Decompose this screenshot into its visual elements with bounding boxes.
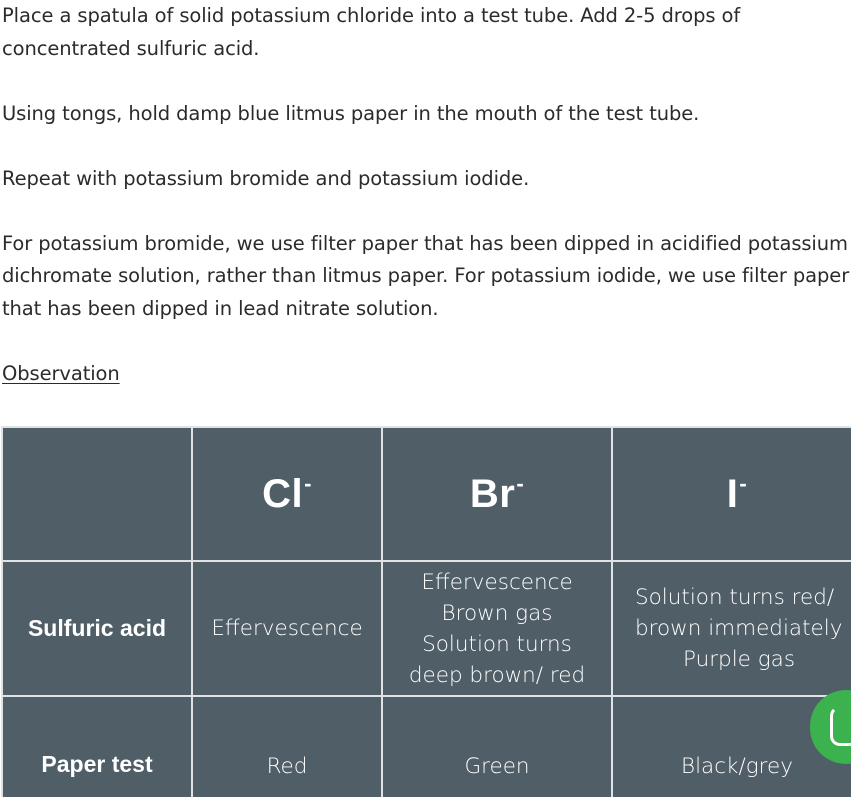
paragraph-1: Place a spatula of solid potassium chloride into a test tube. Add 2-5 drops of concentrated sulfuric acid.: [2, 4, 741, 60]
observation-table: [1, 426, 851, 797]
article-body: [2, 0, 851, 390]
cell-sulfuric-bromide: Effervescence Brown gas Solution turns deep brown/ red: [382, 561, 612, 696]
row-label-sulfuric-acid: Sulfuric acid: [2, 561, 192, 696]
table-row: [2, 561, 851, 696]
cell-paper-chloride: Red: [192, 696, 382, 797]
table-header-row: [2, 427, 851, 561]
paragraph-2: Using tongs, hold damp blue litmus paper in the mouth of the test tube.: [2, 101, 700, 125]
header-bromide: Br-: [382, 427, 612, 561]
observation-heading[interactable]: [2, 358, 851, 391]
cell-paper-iodide: Black/grey: [612, 696, 851, 797]
observation-link[interactable]: Observation: [2, 361, 120, 385]
cell-paper-bromide: Green: [382, 696, 612, 797]
cell-sulfuric-iodide: Solution turns red/ brown immediately Purple gas: [612, 561, 851, 696]
cell-sulfuric-chloride: Effervescence: [192, 561, 382, 696]
paragraph-3: Repeat with potassium bromide and potassium iodide.: [2, 166, 530, 190]
chat-icon: [830, 706, 851, 746]
table-row: [2, 696, 851, 797]
header-iodide: I-: [612, 427, 851, 561]
row-label-paper-test: Paper test: [2, 696, 192, 797]
table-corner-cell: [2, 427, 192, 561]
paragraph-4: For potassium bromide, we use filter paper that has been dipped in acidified potassium dichromate solution, rather than litmus paper. For potassium iodide, we use filter paper that has been dipped in lead nitrate solution.: [2, 231, 850, 320]
header-chloride: Cl-: [192, 427, 382, 561]
